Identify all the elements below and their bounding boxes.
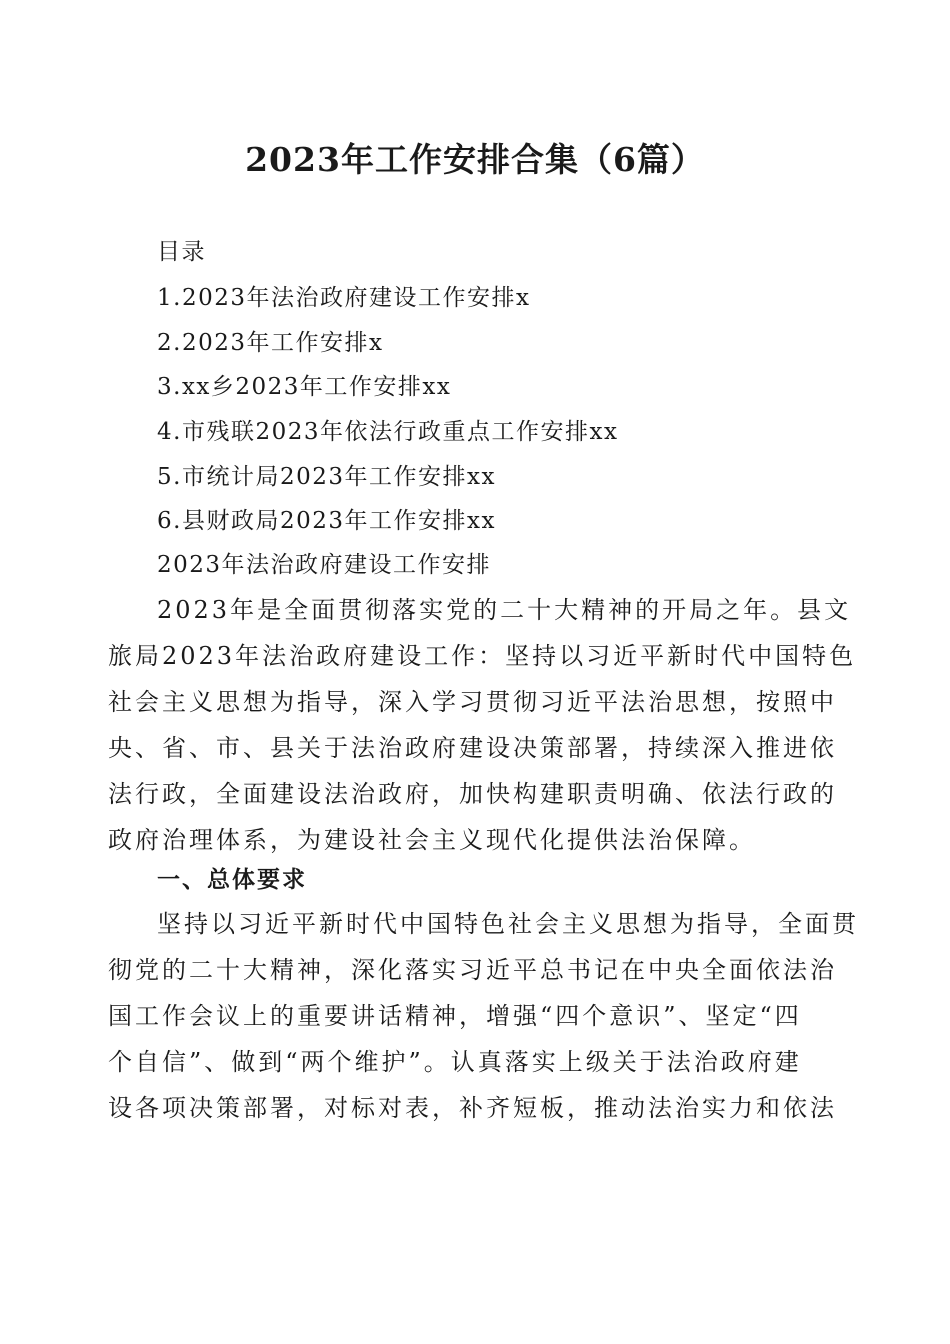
paragraph-line: 国工作会议上的重要讲话精神，增强“四个意识”、坚定“四 — [108, 1002, 802, 1030]
paragraph-line: 旅局2023年法治政府建设工作：坚持以习近平新时代中国特色 — [108, 642, 857, 670]
paragraph-line: 设各项决策部署，对标对表，补齐短板，推动法治实力和依法 — [108, 1094, 837, 1122]
section-title: 2023年法治政府建设工作安排 — [157, 552, 492, 578]
toc-item: 2.2023年工作安排x — [157, 330, 384, 356]
toc-item: 6.县财政局2023年工作安排xx — [157, 508, 496, 534]
section-heading: 一、总体要求 — [157, 867, 307, 893]
paragraph-line: 央、省、市、县关于法治政府建设决策部署，持续深入推进依 — [108, 734, 837, 762]
toc-item: 4.市残联2023年依法行政重点工作安排xx — [157, 419, 619, 445]
toc-item: 1.2023年法治政府建设工作安排x — [157, 285, 531, 311]
paragraph-line: 法行政，全面建设法治政府，加快构建职责明确、依法行政的 — [108, 780, 837, 808]
paragraph-line: 社会主义思想为指导，深入学习贯彻习近平法治思想，按照中 — [108, 688, 837, 716]
paragraph-line: 彻党的二十大精神，深化落实习近平总书记在中央全面依法治 — [108, 956, 837, 984]
paragraph-line: 政府治理体系，为建设社会主义现代化提供法治保障。 — [108, 826, 756, 854]
paragraph-line: 坚持以习近平新时代中国特色社会主义思想为指导，全面贯 — [157, 910, 859, 938]
document-title: 2023年工作安排合集（6篇） — [245, 140, 705, 179]
toc-label: 目录 — [157, 239, 206, 265]
toc-item: 5.市统计局2023年工作安排xx — [157, 464, 496, 490]
paragraph-line: 2023年是全面贯彻落实党的二十大精神的开局之年。县文 — [157, 596, 852, 624]
toc-item: 3.xx乡2023年工作安排xx — [157, 374, 452, 400]
paragraph-line: 个自信”、做到“两个维护”。认真落实上级关于法治政府建 — [108, 1048, 802, 1076]
